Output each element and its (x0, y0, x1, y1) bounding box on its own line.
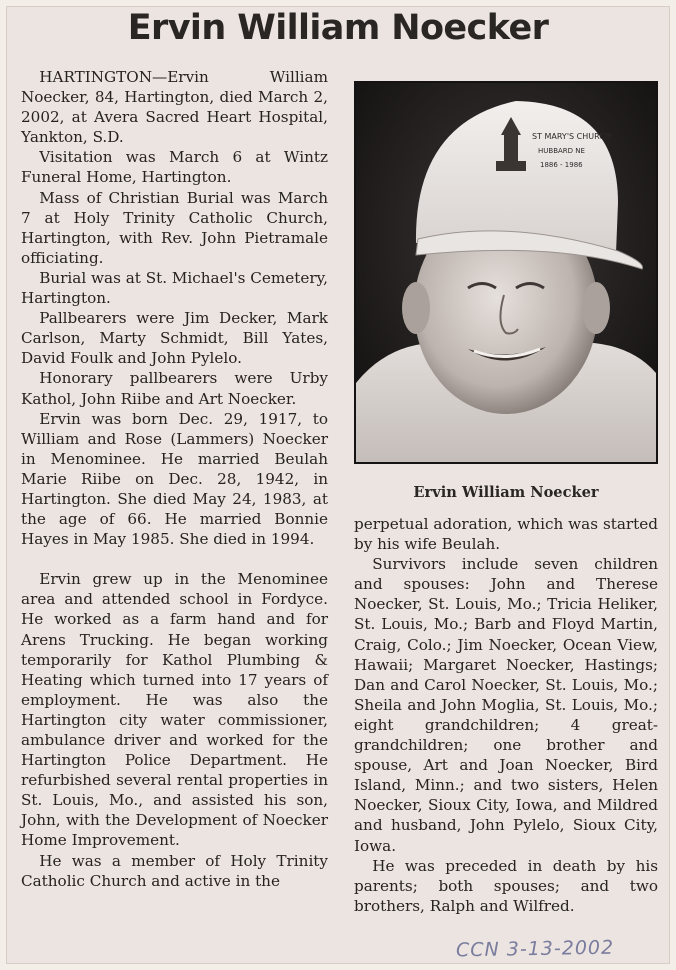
obituary-headline: Ervin William Noecker (127, 8, 549, 48)
paragraph: Visitation was March 6 at Wintz Funeral Home, Hartington. (21, 148, 328, 187)
paragraph: perpetual adoration, which was started by his wife Beulah. (354, 515, 658, 554)
handwritten-date-note: CCN 3-13-2002 (455, 936, 615, 962)
paragraph: HARTINGTON—Ervin William Noecker, 84, Hartington, died March 2, 2002, at Avera Sacred Heart Hospital, Yankton, S.D. (21, 68, 328, 147)
cap-text-line2: HUBBARD NE (538, 147, 585, 155)
paragraph: He was preceded in death by his parents; both spouses; and two brothers, Ralph and Wilfred. (354, 856, 658, 915)
paragraph: Honorary pallbearers were Urby Kathol, John Riibe and Art Noecker. (21, 369, 328, 408)
portrait-photo (354, 81, 658, 464)
paragraph: He was a member of Holy Trinity Catholic Church and active in the (21, 851, 328, 890)
right-column (354, 514, 658, 916)
left-column (21, 67, 328, 891)
cap-text-line3: 1886 - 1986 (540, 161, 583, 169)
paragraph: Ervin grew up in the Menominee area and attended school in Fordyce. He worked as a farm hand and for Arens Trucking. He began working temporarily for Kathol Plumbing & Heating which turned into 17 years of employment. He was also the Hartington city water commissioner, ambulance driver and worked for the Hartington Police Department. He refurbished several rental properties in St. Louis, Mo., and assisted his son, John, with the Development of Noecker Home Improvement. (21, 570, 328, 850)
paragraph: Mass of Christian Burial was March 7 at Holy Trinity Catholic Church, Hartington, with Rev. John Pietramale officiating. (21, 188, 328, 267)
photo-caption: Ervin William Noecker (413, 484, 599, 501)
paragraph: Ervin was born Dec. 29, 1917, to William and Rose (Lammers) Noecker in Menominee. He married Beulah Marie Riibe on Dec. 28, 1942, in Hartington. She died May 24, 1983, at the age of 66. He married Bonnie Hayes in May 1985. She died in 1994. (21, 409, 328, 549)
paragraph: Survivors include seven children and spouses: John and Therese Noecker, St. Louis, Mo.; Tricia Heliker, St. Louis, Mo.; Barb and Floyd Martin, Craig, Colo.; Jim Noecker, Ocean View, Hawaii; Margaret Noecker, Hastings; Dan and Carol Noecker, St. Louis, Mo.; Sheila and John Moglia, St. Louis, Mo.; eight grandchildren; 4 great-grandchildren; one brother and spouse, Art and Joan Noecker, Bird Island, Minn.; and two sisters, Helen Noecker, Sioux City, Iowa, and Mildred and husband, John Pylelo, Sioux City, Iowa. (354, 555, 658, 855)
paragraph: Pallbearers were Jim Decker, Mark Carlson, Marty Schmidt, Bill Yates, David Foulk and John Pylelo. (21, 309, 328, 368)
paragraph: Burial was at St. Michael's Cemetery, Hartington. (21, 268, 328, 308)
cap-text-line1: ST MARY'S CHURCH (532, 132, 611, 141)
portrait-illustration (356, 83, 656, 462)
